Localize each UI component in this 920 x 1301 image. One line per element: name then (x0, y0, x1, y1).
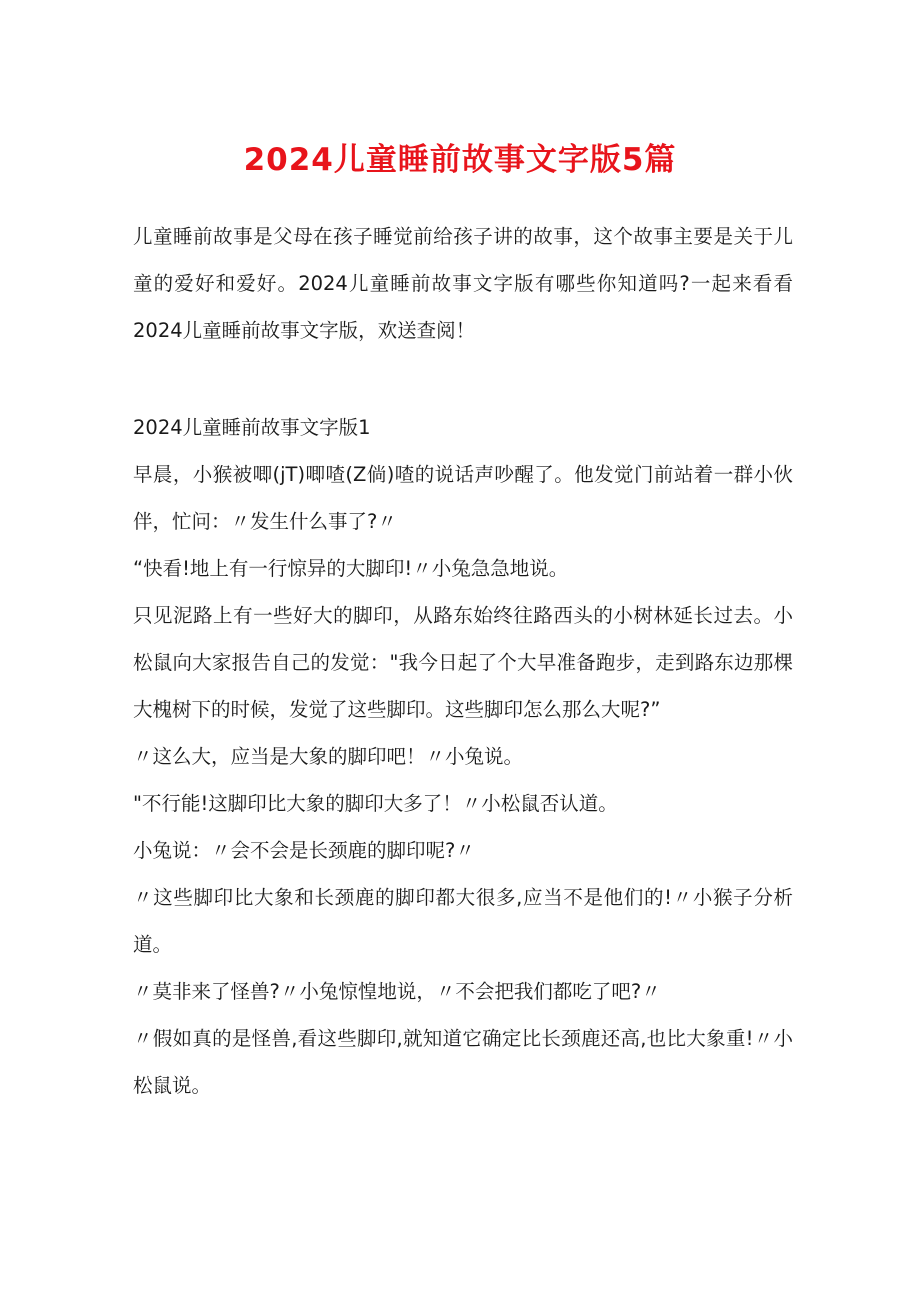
story-paragraph: 〃这些脚印比大象和长颈鹿的脚印都大很多,应当不是他们的!〃小猴子分析道。 (133, 886, 793, 956)
intro-paragraph: 儿童睡前故事是父母在孩子睡觉前给孩子讲的故事，这个故事主要是关于儿童的爱好和爱好。2024儿童睡前故事文字版有哪些你知道吗?一起来看看2024儿童睡前故事文字版，欢送查阅！ (133, 225, 793, 342)
story-paragraph: 早晨，小猴被唧(jT)唧喳(Z倘)喳的说话声吵醒了。他发觉门前站着一群小伙伴，忙问：〃发生什么事了?〃 (133, 463, 793, 533)
story-paragraph: “快看!地上有一行惊异的大脚印!〃小兔急急地说。 (133, 557, 569, 580)
story-paragraph: "不行能!这脚印比大象的脚印大多了！〃小松鼠否认道。 (133, 792, 618, 815)
story-paragraph: 只见泥路上有一些好大的脚印，从路东始终往路西头的小树林延长过去。小松鼠向大家报告自己的发觉："我今日起了个大早准备跑步，走到路东边那棵大槐树下的时候，发觉了这些脚印。这些脚印怎么那么大呢?” (133, 604, 793, 721)
document-title: 2024儿童睡前故事文字版5篇 (243, 142, 677, 178)
story-paragraph: 小兔说：〃会不会是长颈鹿的脚印呢?〃 (133, 839, 475, 862)
story-paragraph: 〃假如真的是怪兽,看这些脚印,就知道它确定比长颈鹿还高,也比大象重!〃小松鼠说。 (133, 1027, 793, 1097)
story-paragraph: 〃莫非来了怪兽?〃小兔惊惶地说，〃不会把我们都吃了吧?〃 (133, 980, 661, 1003)
section-heading: 2024儿童睡前故事文字版1 (133, 416, 371, 439)
story-section (133, 404, 793, 1109)
story-paragraph: 〃这么大，应当是大象的脚印吧！〃小兔说。 (133, 745, 524, 768)
